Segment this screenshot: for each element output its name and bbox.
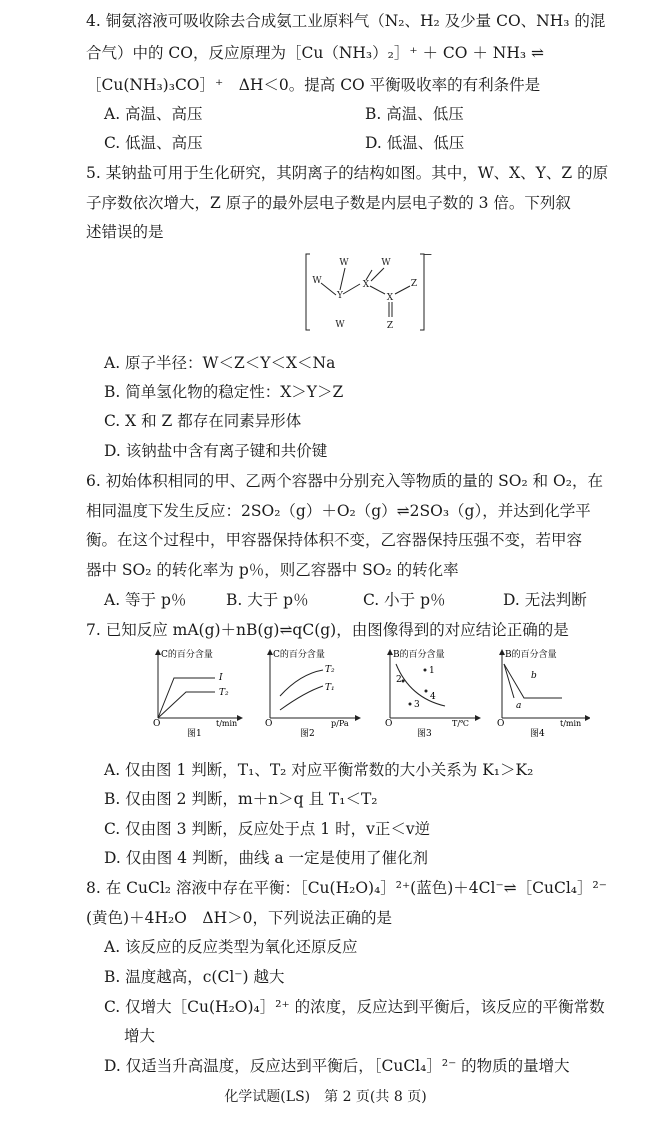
fig4-caption: 图4 xyxy=(530,729,545,738)
fig4-xlabel: t/min xyxy=(560,719,582,728)
q8-stem-line1: 8. 在 CuCl₂ 溶液中存在平衡：［Cu(H₂O)₄］²⁺(蓝色)＋4Cl⁻⇌［CuCl₄］²⁻ xyxy=(86,879,607,897)
figure-1 xyxy=(153,648,240,738)
q6-option-c: C. 小于 p％ xyxy=(363,591,446,609)
q4-stem-line1: 4. 铜氨溶液可吸收除去合成氨工业原料气（N₂、H₂ 及少量 CO、NH₃ 的混 xyxy=(86,12,606,30)
q6-option-a: A. 等于 p％ xyxy=(104,591,187,609)
q7-option-d: D. 仅由图 4 判断，曲线 a 一定是使用了催化剂 xyxy=(104,849,429,867)
anion-structure-diagram xyxy=(300,250,435,335)
atom-label: W xyxy=(339,258,349,268)
fig3-point xyxy=(402,680,405,683)
q4-option-a: A. 高温、高压 xyxy=(104,105,203,123)
q6-stem-line1: 6. 初始体积相同的甲、乙两个容器中分别充入等物质的量的 SO₂ 和 O₂，在 xyxy=(86,472,603,490)
q5-option-b: B. 简单氢化物的稳定性：X＞Y＞Z xyxy=(104,383,344,401)
atom-label: W xyxy=(381,258,391,268)
atom-label: Y xyxy=(337,291,343,301)
q6-option-b: B. 大于 p％ xyxy=(226,591,309,609)
fig3-caption: 图3 xyxy=(417,729,432,738)
figure-3 xyxy=(385,648,478,738)
fig3-point-label-2: 2 xyxy=(396,675,402,685)
fig1-curve-label-1: I xyxy=(219,673,223,683)
atom-label: Z xyxy=(410,279,418,289)
fig3-point-label-4: 4 xyxy=(430,692,436,702)
fig2-caption: 图2 xyxy=(300,729,315,738)
q5-option-a: A. 原子半径：W＜Z＜Y＜X＜Na xyxy=(104,354,336,372)
fig2-origin: O xyxy=(265,719,273,729)
q5-stem-line2: 子序数依次增大，Z 原子的最外层电子数是内层电子数的 3 倍。下列叙 xyxy=(86,194,571,212)
fig3-xlabel: T/℃ xyxy=(452,719,469,728)
q4-option-c: C. 低温、高压 xyxy=(104,134,203,152)
q8-option-d: D. 仅适当升高温度，反应达到平衡后，［CuCl₄］²⁻ 的物质的量增大 xyxy=(104,1057,570,1075)
atom-label: X xyxy=(362,280,370,290)
atom-label: W xyxy=(335,320,345,330)
fig4-origin: O xyxy=(497,719,505,729)
q5-option-d: D. 该钠盐中含有离子键和共价键 xyxy=(104,442,328,460)
fig1-curve-label-2: T₂ xyxy=(219,688,229,698)
q7-option-a: A. 仅由图 1 判断，T₁、T₂ 对应平衡常数的大小关系为 K₁＞K₂ xyxy=(104,761,534,779)
atom-label: W xyxy=(312,276,322,286)
fig2-curve-label-2: T₁ xyxy=(325,683,335,693)
fig3-point xyxy=(409,703,412,706)
fig1-ylabel: C的百分含量 xyxy=(161,650,213,660)
fig3-point-label-3: 3 xyxy=(414,700,420,710)
q4-option-d: D. 低温、低压 xyxy=(365,134,465,152)
atom-label: Z xyxy=(386,321,394,331)
q8-option-c-line1: C. 仅增大［Cu(H₂O)₄］²⁺ 的浓度，反应达到平衡后，该反应的平衡常数 xyxy=(104,998,605,1016)
fig2-xlabel: p/Pa xyxy=(331,719,349,728)
q6-stem-line4: 器中 SO₂ 的转化率为 p％，则乙容器中 SO₂ 的转化率 xyxy=(86,561,459,579)
q8-option-a: A. 该反应的反应类型为氧化还原反应 xyxy=(104,938,358,956)
fig3-ylabel: B的百分含量 xyxy=(393,650,445,660)
q6-option-d: D. 无法判断 xyxy=(503,591,587,609)
q4-option-b: B. 高温、低压 xyxy=(365,105,464,123)
fig3-origin: O xyxy=(385,719,393,729)
charge-sign: − xyxy=(423,250,433,261)
q7-stem-line1: 7. 已知反应 mA(g)＋nB(g)⇌qC(g)，由图像得到的对应结论正确的是 xyxy=(86,621,569,639)
q8-stem-line2: (黄色)＋4H₂O ΔH＞0，下列说法正确的是 xyxy=(86,909,392,927)
fig3-point-label-1: 1 xyxy=(429,666,435,676)
page-footer: 化学试题(LS) 第 2 页(共 8 页) xyxy=(224,1089,427,1105)
fig4-ylabel: B的百分含量 xyxy=(505,650,557,660)
q7-option-c: C. 仅由图 3 判断，反应处于点 1 时，v正＜v逆 xyxy=(104,820,431,838)
q5-option-c: C. X 和 Z 都存在同素异形体 xyxy=(104,412,302,430)
q6-stem-line3: 衡。在这个过程中，甲容器保持体积不变，乙容器保持压强不变，若甲容 xyxy=(86,531,583,549)
q8-option-c-line2: 增大 xyxy=(124,1027,156,1045)
fig4-curve-label-a: a xyxy=(516,701,522,711)
figure-4 xyxy=(497,648,588,738)
fig2-curve-label-1: T₂ xyxy=(325,665,335,675)
fig4-curve-label-b: b xyxy=(531,671,537,681)
fig3-point xyxy=(425,690,428,693)
q5-stem-line1: 5. 某钠盐可用于生化研究，其阴离子的结构如图。其中，W、X、Y、Z 的原 xyxy=(86,164,609,182)
figure-2 xyxy=(265,648,358,738)
atom-label: X xyxy=(386,293,394,303)
q8-option-b: B. 温度越高，c(Cl⁻) 越大 xyxy=(104,968,285,986)
q7-option-b: B. 仅由图 2 判断，m＋n＞q 且 T₁＜T₂ xyxy=(104,790,378,808)
q4-stem-line3: ［Cu(NH₃)₃CO］⁺ ΔH＜0。提高 CO 平衡吸收率的有利条件是 xyxy=(86,76,541,94)
q6-stem-line2: 相同温度下发生反应：2SO₂（g）＋O₂（g）⇌2SO₃（g），并达到化学平 xyxy=(86,502,591,520)
q7-figures xyxy=(140,646,590,738)
fig3-point xyxy=(424,669,427,672)
fig2-ylabel: C的百分含量 xyxy=(273,650,325,660)
fig1-origin: O xyxy=(153,719,161,729)
q4-stem-line2: 合气）中的 CO，反应原理为［Cu（NH₃）₂］⁺ ＋ CO ＋ NH₃ ⇌ xyxy=(86,44,545,62)
q5-stem-line3: 述错误的是 xyxy=(86,223,164,241)
fig1-caption: 图1 xyxy=(187,729,202,738)
fig1-xlabel: t/min xyxy=(216,719,238,728)
